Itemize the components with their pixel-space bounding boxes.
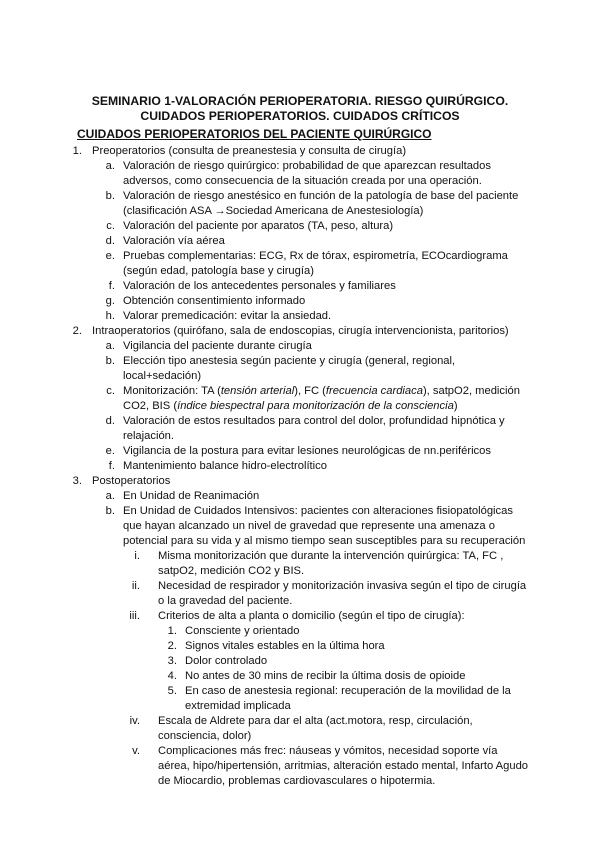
list-marker-b: b. [105,505,115,517]
text-run: ), satpO2, medición [422,385,520,397]
list-item-text: En Unidad de Cuidados Intensivos: pacientes con alteraciones fisiopatológicas [123,505,513,517]
document-title-line-2: CUIDADOS PERIOPERATORIOS. CUIDADOS CRÍTICOS [140,109,460,123]
list-item-text: o la gravedad del paciente. [158,595,293,607]
list-item-text: que hayan alcanzado un nivel de gravedad que represente una amenaza o [123,520,495,532]
list-item-text: Dolor controlado [185,655,268,667]
list-item-text: En caso de anestesia regional: recuperación de la movilidad de la [185,685,511,697]
italic-term: índice biespectral para monitorización de la consciencia [177,400,454,412]
list-item-text: En Unidad de Reanimación [123,490,260,502]
list-marker-i: i. [134,550,140,562]
list-item-text: extremidad implicada [185,700,291,712]
list-marker-d: d. [105,415,115,427]
list-marker-b: b. [105,190,115,202]
list-item-text: Complicaciones más frec: náuseas y vómitos, necesidad soporte vía [158,745,498,757]
list-item-text: Criterios de alta a planta o domicilio (según el tipo de cirugía): [158,610,465,622]
list-marker-2: 2. [167,640,177,652]
list-marker-3: 3. [72,475,82,487]
list-item-text: Necesidad de respirador y monitorización invasiva según el tipo de cirugía [158,580,527,592]
list-item-text: Obtención consentimiento informado [123,295,306,307]
list-marker-d: d. [105,235,115,247]
section-title: CUIDADOS PERIOPERATORIOS DEL PACIENTE QUIRÚRGICO [77,127,432,141]
list-item-text: aérea, hipo/hipertensión, arritmias, alteración estado mental, Infarto Agudo [158,760,529,772]
list-marker-1: 1. [167,625,177,637]
list-item-text: Valoración de riesgo quirúrgico: probabilidad de que aparezcan resultados [123,160,491,172]
list-marker-a: a. [105,340,115,352]
list-item-text: Valoración vía aérea [123,235,225,247]
list-item-text: local+sedación) [123,370,202,382]
list-marker-h: h. [105,310,115,322]
text-run: Monitorización: TA ( [123,385,221,397]
list-item-text: Valoración del paciente por aparatos (TA, peso, altura) [123,220,394,232]
list-item-text: No antes de 30 mins de recibir la última dosis de opioide [185,670,466,682]
list-marker-e: e. [105,445,115,457]
item-intraoperatorios: Intraoperatorios (quirófano, sala de endoscopias, cirugía intervencionista, paritorios) [92,325,509,337]
list-marker-f: f. [108,280,115,292]
list-item-text: Vigilancia del paciente durante cirugía [123,340,312,352]
list-marker-2: 2. [72,325,82,337]
text-run: ), FC ( [294,385,326,397]
list-item-text: Signos vitales estables en la última hora [185,640,385,652]
list-marker-c: c. [106,385,115,397]
list-item-text: de Miocardio, problemas cardiovasculares o hipotermia. [158,775,436,787]
list-marker-f: f. [108,460,115,472]
list-marker-b: b. [105,355,115,367]
list-marker-c: c. [106,220,115,232]
list-item-text: consciencia, dolor) [158,730,252,742]
list-item-text: Pruebas complementarias: ECG, Rx de tórax, espirometría, ECOcardiograma [123,250,508,262]
list-item-text: (según edad, patología base y cirugía) [123,265,314,277]
list-item-text: Elección tipo anestesia según paciente y cirugía (general, regional, [123,355,456,367]
list-marker-4: 4. [167,670,177,682]
list-item-text: Valoración de los antecedentes personales y familiares [123,280,396,292]
item-postoperatorios: Postoperatorios [92,475,171,487]
list-item-text: Vigilancia de la postura para evitar lesiones neurológicas de nn.periféricos [123,445,491,457]
list-marker-5: 5. [167,685,177,697]
list-item-text: (clasificación ASA →Sociedad Americana de Anestesiología) [123,205,424,217]
list-item-text: Mantenimiento balance hidro-electrolítico [123,460,327,472]
list-item-text: Consciente y orientado [185,625,300,637]
list-item-text: Misma monitorización que durante la intervención quirúrgica: TA, FC , [158,550,504,562]
document-title-line-1: SEMINARIO 1-VALORACIÓN PERIOPERATORIA. RIESGO QUIRÚRGICO. [91,94,509,108]
list-marker-iv: iv. [129,715,140,727]
list-marker-iii: iii. [129,610,140,622]
list-item-text: satpO2, medición CO2 y BIS. [158,565,305,577]
list-marker-v: v. [132,745,140,757]
list-marker-1: 1. [72,145,82,157]
list-item-text: relajación. [123,430,174,442]
item-preoperatorios: Preoperatorios (consulta de preanestesia y consulta de cirugía) [92,145,407,157]
list-marker-ii: ii. [131,580,140,592]
list-item-text: adversos, como consecuencia de la situación creada por una operación. [123,175,482,187]
list-item-text [123,399,458,414]
list-item-text: Escala de Aldrete para dar el alta (act.motora, resp, circulación, [158,715,473,727]
list-marker-a: a. [105,490,115,502]
text-run: CO2, BIS ( [123,400,178,412]
italic-term: frecuencia cardiaca [325,385,423,397]
italic-term: tensión arterial [220,385,295,397]
text-run: ) [453,400,458,412]
list-item-text: Valorar premedicación: evitar la ansiedad. [123,310,332,322]
list-marker-3: 3. [167,655,177,667]
list-item-text [123,384,520,399]
list-item-text: potencial para su vida y al mismo tiempo sean susceptibles para su recuperación [123,535,526,547]
list-item-text: Valoración de estos resultados para control del dolor, profundidad hipnótica y [123,415,505,427]
list-marker-e: e. [105,250,115,262]
list-marker-g: g. [105,295,115,307]
list-marker-a: a. [105,160,115,172]
list-item-text: Valoración de riesgo anestésico en función de la patología de base del paciente [123,190,519,202]
